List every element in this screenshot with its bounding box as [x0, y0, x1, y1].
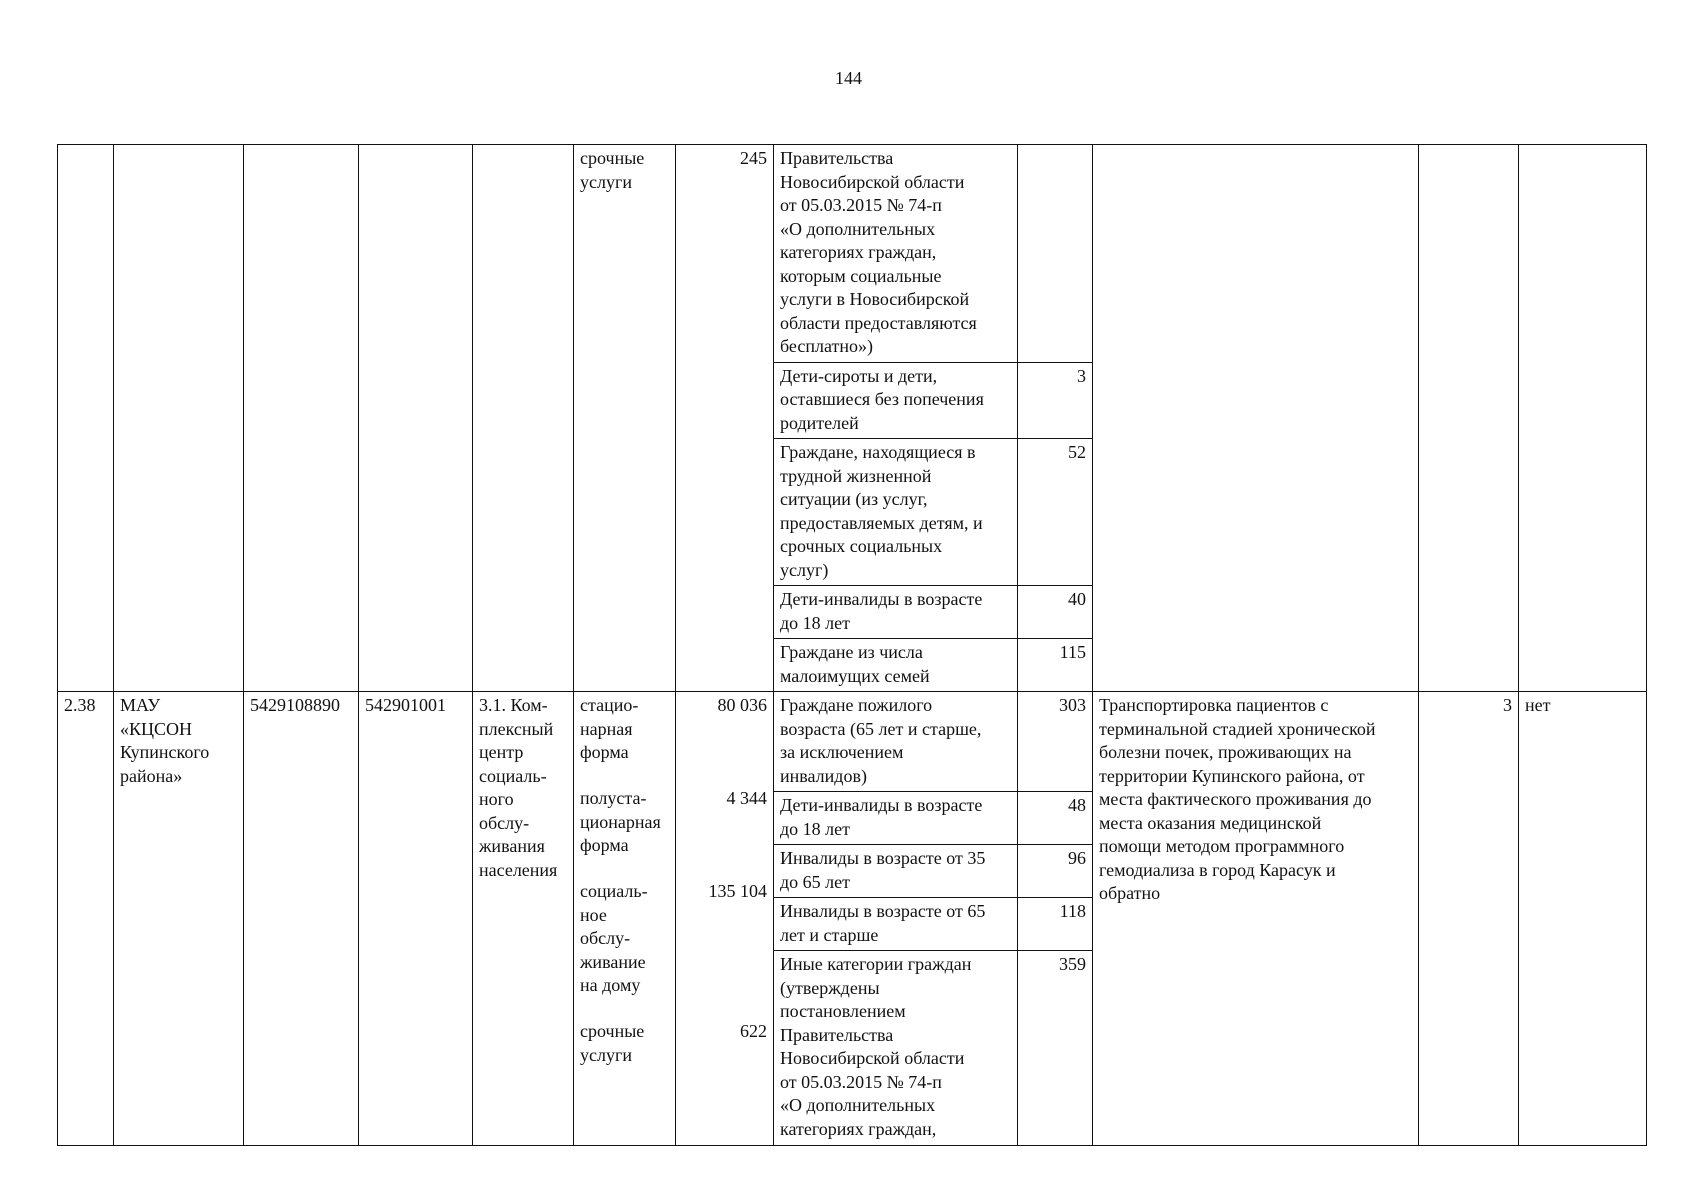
cell-category-count: 40 [1018, 586, 1093, 639]
cell-form-counts [676, 692, 774, 1146]
form-count: 622 [740, 1021, 767, 1041]
cell-service-empty [1093, 145, 1419, 692]
cell-form-count: 245 [676, 145, 774, 692]
cell-service-count-empty [1419, 145, 1519, 692]
cell-flag: нет [1519, 692, 1647, 1146]
cell-additional-service: Транспортировка пациентов с терминальной стадией хронической болезни почек, проживающих на территории Купинского района, от места фактического проживания до места оказания медицинской помощи методом программного гемодиализа в город Карасук и обратно [1093, 692, 1419, 1146]
cell-category-name: Граждане пожилого возраста (65 лет и старше, за исключением инвалидов) [774, 692, 1018, 792]
form-label: полуста- ционарная форма [580, 788, 661, 855]
cell-category-count: 96 [1018, 845, 1093, 898]
cell-category-name: Дети-инвалиды в возрасте до 18 лет [774, 792, 1018, 845]
cell-org-type-empty [473, 145, 574, 692]
cell-service-count: 3 [1419, 692, 1519, 1146]
cell-category-name: Инвалиды в возрасте от 65 лет и старше [774, 898, 1018, 951]
form-count: 80 036 [717, 695, 767, 715]
cell-category-name: Дети-сироты и дети, оставшиеся без попечения родителей [774, 362, 1018, 439]
cell-category-count: 3 [1018, 362, 1093, 439]
cell-forms [574, 692, 676, 1146]
table-row [58, 692, 1647, 792]
cell-category-count: 48 [1018, 792, 1093, 845]
cell-organization-empty [114, 145, 244, 692]
cell-entry-number: 2.38 [58, 692, 114, 1146]
cell-category-name: Инвалиды в возрасте от 35 до 65 лет [774, 845, 1018, 898]
registry-table [57, 144, 1647, 1146]
cell-category-count: 359 [1018, 951, 1093, 1146]
cell-category-name: Граждане из числа малоимущих семей [774, 639, 1018, 692]
cell-inn-empty [244, 145, 359, 692]
cell-form-label: срочные услуги [574, 145, 676, 692]
form-label: социаль- ное обслу- живание на дому [580, 881, 648, 995]
cell-organization: МАУ «КЦСОН Купинского района» [114, 692, 244, 1146]
cell-category-count: 303 [1018, 692, 1093, 792]
table-row [58, 145, 1647, 363]
page-number: 144 [835, 68, 862, 88]
form-label: срочные услуги [580, 1021, 645, 1065]
cell-kpp-empty [359, 145, 473, 692]
form-count: 4 344 [726, 788, 767, 808]
cell-category-count [1018, 145, 1093, 363]
cell-kpp: 542901001 [359, 692, 473, 1146]
cell-category-name: Иные категории граждан (утверждены постановлением Правительства Новосибирской области от 05.03.2015 № 74-п «О дополнительных категориях граждан, [774, 951, 1018, 1146]
cell-category-name: Граждане, находящиеся в трудной жизненной ситуации (из услуг, предоставляемых детям, и срочных социальных услуг) [774, 439, 1018, 586]
cell-org-type: 3.1. Ком- плексный центр социаль- ного обслу- живания населения [473, 692, 574, 1146]
cell-number-empty [58, 145, 114, 692]
cell-inn: 5429108890 [244, 692, 359, 1146]
form-label: стацио- нарная форма [580, 695, 639, 762]
cell-category-count: 52 [1018, 439, 1093, 586]
cell-category-name: Правительства Новосибирской области от 05.03.2015 № 74-п «О дополнительных категориях граждан, которым социальные услуги в Новосибирской области предоставляются бесплатно») [774, 145, 1018, 363]
cell-category-name: Дети-инвалиды в возрасте до 18 лет [774, 586, 1018, 639]
cell-flag-empty [1519, 145, 1647, 692]
form-count: 135 104 [708, 881, 767, 901]
cell-category-count: 118 [1018, 898, 1093, 951]
cell-category-count: 115 [1018, 639, 1093, 692]
